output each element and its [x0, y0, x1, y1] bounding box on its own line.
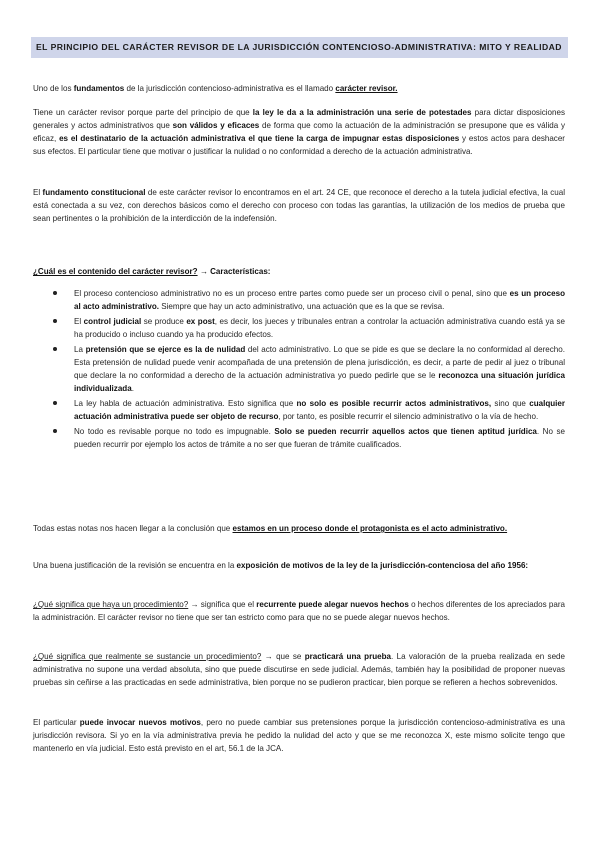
list-item [33, 315, 565, 341]
title-banner [31, 37, 568, 58]
text-run: . La valoración de la prueba realizada en sede administrativa no supone una verdad absoluta, sino que puede discutirse en sede judicial. Además, también hay la posibilidad de proponer nuevas pruebas sin ceñirse a las practicadas en sede administrativa, bien porque no se pudieron practicar, bien porque se refieren a hechos sobrevenidos. [33, 652, 566, 687]
characteristics-list [33, 287, 565, 453]
text-run: Todas estas notas nos hacen llegar a la conclusión que [33, 524, 233, 533]
underlined-question: ¿Qué significa que realmente se sustancie un procedimiento? [33, 652, 262, 661]
bold-text: no solo es posible recurrir actos administrativos, [296, 399, 492, 408]
underlined-question: ¿Qué significa que haya un procedimiento? [33, 600, 189, 609]
text-run: de este carácter revisor lo encontramos en el art. 24 CE, que reconoce el derecho a la tutela judicial efectiva, la cual está conectada a su vez, con derechos básicos como el derecho con proceso con todas las garantías, la utilización de los medios de prueba que sean pertinentes o la prohibición de la interdicción de la indefensión. [33, 188, 565, 223]
bold-text: exposición de motivos de la ley de la jurisdicción-contenciosa del año 1956: [236, 561, 529, 570]
bold-text: es el destinatario de la actuación administrativa el que tiene la carga de impugnar estas disposiciones [59, 134, 460, 143]
text-run: El particular [33, 718, 80, 727]
list-item [33, 425, 565, 451]
bullet-icon [53, 291, 57, 295]
paragraph-nuevos-motivos [33, 716, 565, 755]
text-run: La ley habla de actuación administrativa. Esto significa que [74, 399, 297, 408]
text-run: La [74, 345, 86, 354]
text-run: , es decir, los jueces y tribunales entran a controlar la actuación administrativa cuando está ya se ha producido o incluso cuando ya ha producido efectos. [74, 317, 565, 339]
list-item [33, 397, 565, 423]
list-item [33, 287, 565, 313]
text-run: El [74, 317, 84, 326]
text-run: El proceso contencioso administrativo no es un proceso entre partes como puede ser un proceso civil o penal, sino que [74, 289, 510, 298]
list-item [33, 343, 565, 395]
bold-text: ex post [186, 317, 215, 326]
bold-text: fundamento constitucional [42, 188, 146, 197]
bold-text: practicará una prueba [304, 652, 392, 661]
bold-text: Solo se pueden recurrir aquellos actos que tienen aptitud jurídica [274, 427, 537, 436]
underlined-term: carácter revisor. [335, 84, 398, 93]
text-run: Uno de los [33, 84, 74, 93]
paragraph-caracter-revisor [33, 106, 565, 158]
bold-text: cualquier actuación administrativa puede ser objeto de recurso [74, 399, 565, 421]
bold-text: puede invocar nuevos motivos [79, 718, 201, 727]
text-run: . [131, 384, 134, 393]
text-run: de forma que como la actuación de la administración se presupone que es válida y eficaz, [33, 121, 565, 143]
underlined-bold-text: estamos en un proceso donde el protagonista es el acto administrativo. [232, 524, 508, 533]
paragraph-justificacion [33, 559, 565, 572]
text-run: . No se pueden recurrir por ejemplo los actos de trámite a no ser que fueran de trámite cualificados. [74, 427, 566, 449]
text-run: , pero no puede cambiar sus pretensiones porque la jurisdicción contencioso-administrativa es una jurisdicción revisora. Si yo en la vía administrativa previa he pedido la nulidad del acto y que se me reconozca X, este mismo solicite tengo que mantenerlo en vía judicial. Esto está previsto en el art, 56.1 de la JCA. [33, 718, 565, 753]
question-contenido [33, 265, 565, 278]
text-run: , por tanto, es posible recurrir el silencio administrativo o la vía de hecho. [278, 412, 539, 421]
bold-text: control judicial [83, 317, 142, 326]
text-run: No todo es revisable porque no todo es impugnable. [74, 427, 275, 436]
bold-text: fundamentos [73, 84, 125, 93]
bullet-icon [53, 401, 57, 405]
bullet-icon [53, 347, 57, 351]
text-run: Siempre que hay un acto administrativo, una actuación que es la que se revisa. [158, 302, 445, 311]
paragraph-conclusion [33, 522, 565, 535]
bold-text: la ley le da a la administración una serie de potestades [252, 108, 472, 117]
text-run: El [33, 188, 43, 197]
text-run: y estos actos para deshacer sus efectos. El particular tiene que motivar o justificar la nulidad o no conformidad a derecho de la actuación administrativa. [33, 134, 565, 156]
question-heading: ¿Cuál es el contenido del carácter revisor? [33, 267, 198, 276]
text-run: → que se [261, 652, 305, 661]
bullet-icon [53, 429, 57, 433]
characteristics-label: → Características: [197, 267, 271, 276]
text-run: Tiene un carácter revisor porque parte del principio de que [33, 108, 253, 117]
text-run: → significa que el [188, 600, 257, 609]
bold-text: son válidos y eficaces [172, 121, 260, 130]
bullet-icon [53, 319, 57, 323]
paragraph-fundamentos [33, 82, 565, 95]
text-run: del acto administrativo. Lo que se pide es que se declare la no conformidad al derecho. Esta pretensión de nulidad puede venir acompañada de una pretensión de plena jurisdicción, es decir, a parte de pedir al juez o tribunal que declare la no conformidad a derecho de la actuación administrativa yo puedo pedirle que se le [74, 345, 565, 380]
bold-text: recurrente puede alegar nuevos hechos [256, 600, 409, 609]
text-run: de la jurisdicción contencioso-administrativa es el llamado [124, 84, 336, 93]
bold-text: es un proceso al acto administrativo. [74, 289, 565, 311]
text-run: sino que [491, 399, 530, 408]
text-run: para dictar disposiciones generales y actos administrativos que [33, 108, 566, 130]
text-run: Una buena justificación de la revisión se encuentra en la [33, 561, 237, 570]
paragraph-procedimiento [33, 598, 565, 624]
bold-text: reconozca una situación jurídica individualizada [74, 371, 565, 393]
paragraph-sustancie [33, 650, 565, 689]
bold-text: pretensión que se ejerce es la de nulidad [85, 345, 246, 354]
text-run: o hechos diferentes de los apreciados para la administración. El carácter revisor no tiene que ser tan estricto como para que no se puede alegar nuevos hechos. [33, 600, 565, 622]
paragraph-fundamento-constitucional [33, 186, 565, 225]
page-title: EL PRINCIPIO DEL CARÁCTER REVISOR DE LA JURISDICCIÓN CONTENCIOSO-ADMINISTRATIVA: MITO Y REALIDAD [36, 42, 562, 52]
text-run: se produce [141, 317, 187, 326]
